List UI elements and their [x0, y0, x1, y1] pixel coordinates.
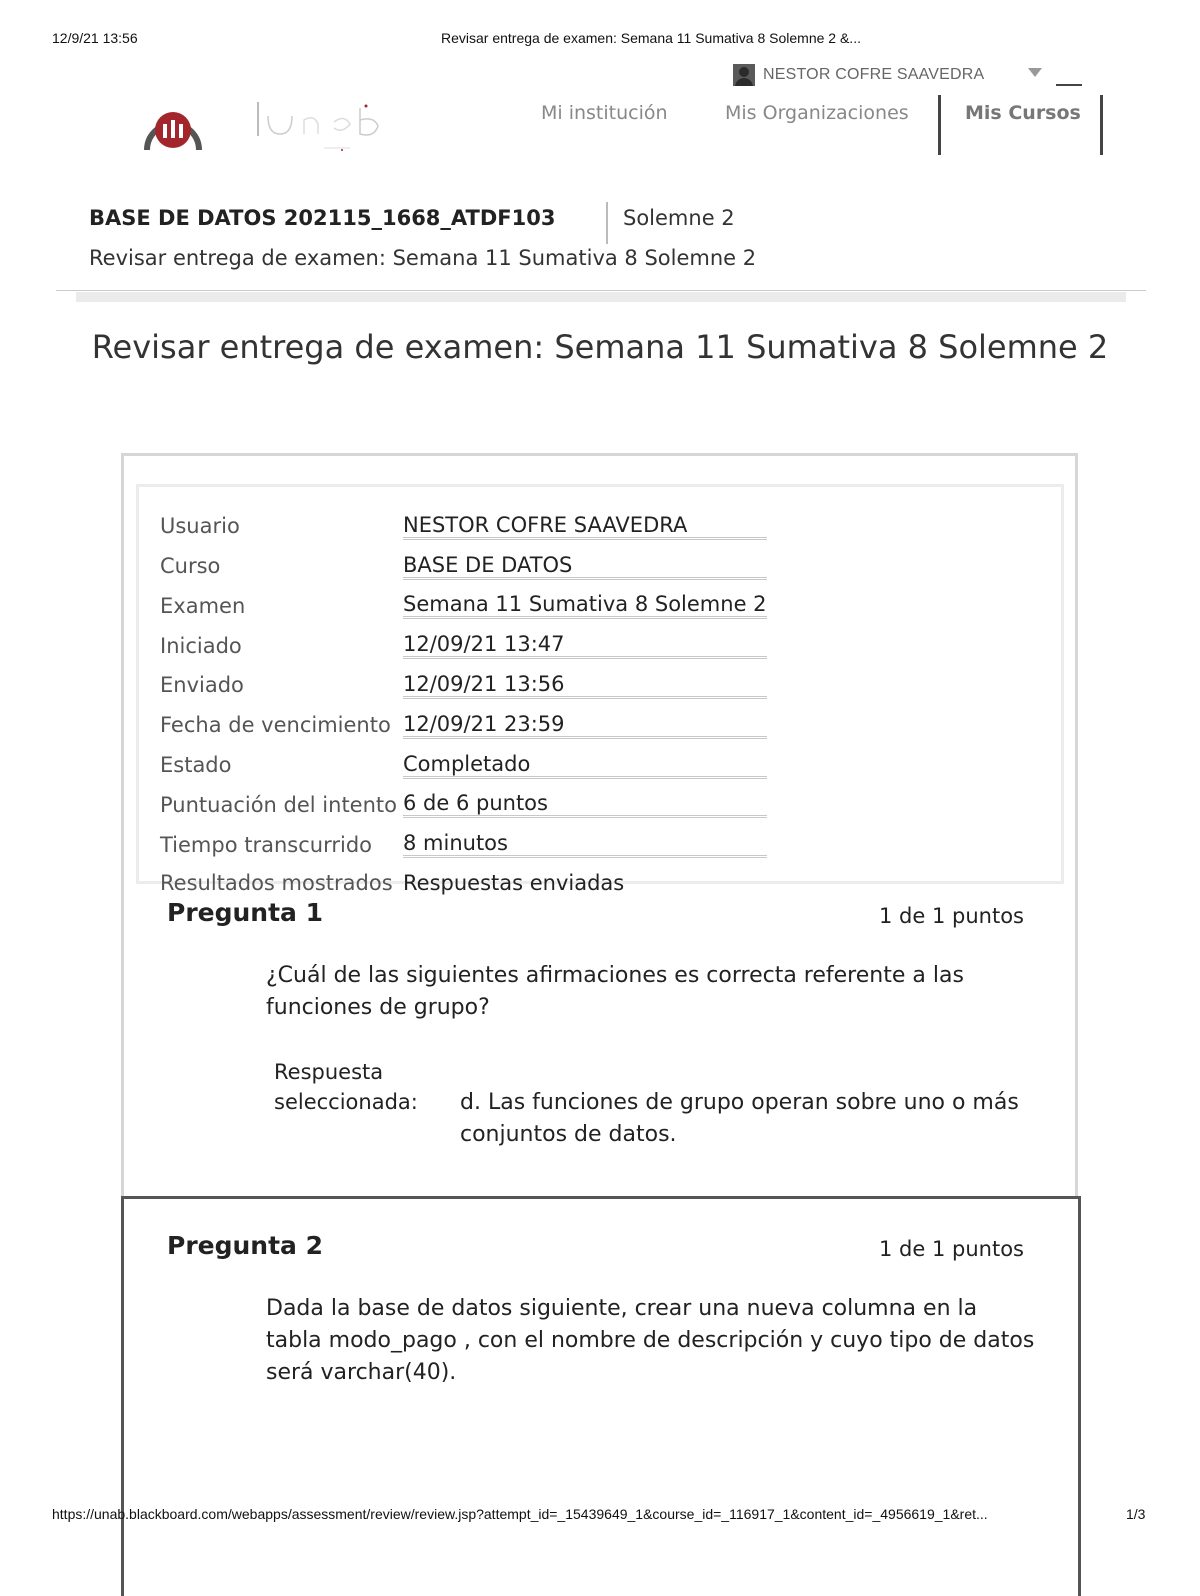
summary-label: Resultados mostrados [160, 870, 393, 895]
header-divider [56, 290, 1146, 291]
page-title: Revisar entrega de examen: Semana 11 Sumativa 8 Solemne 2 [91, 328, 1109, 366]
print-datetime: 12/9/21 13:56 [52, 30, 138, 46]
breadcrumb-folder[interactable]: Solemne 2 [623, 206, 735, 230]
summary-value: 12/09/21 13:56 [403, 658, 767, 698]
summary-value: 6 de 6 puntos [403, 777, 767, 817]
summary-label: Examen [160, 593, 246, 618]
nav-mis-organizaciones[interactable]: Mis Organizaciones [725, 102, 909, 124]
question-1-points: 1 de 1 puntos [879, 904, 1024, 928]
question-2-points: 1 de 1 puntos [879, 1237, 1024, 1261]
print-title: Revisar entrega de examen: Semana 11 Sumativa 8 Solemne 2 &... [441, 30, 861, 46]
print-footer-url: https://unab.blackboard.com/webapps/assessment/review/review.jsp?attempt_id=_15439649_1&course_id=_116917_1&content_id=_4956619_1&ret... [52, 1506, 988, 1522]
question-1-title: Pregunta 1 [167, 898, 324, 927]
nav-divider [1100, 95, 1103, 155]
summary-row [160, 500, 767, 538]
summary-row [160, 697, 767, 737]
summary-row [160, 777, 767, 817]
summary-label: Puntuación del intento [160, 792, 397, 817]
summary-row [160, 737, 767, 777]
print-footer-page-number: 1/3 [1126, 1506, 1146, 1522]
summary-value: 12/09/21 23:59 [403, 697, 767, 737]
breadcrumb-course[interactable]: BASE DE DATOS 202115_1668_ATDF103 [89, 206, 556, 230]
breadcrumb-current-page: Revisar entrega de examen: Semana 11 Sumativa 8 Solemne 2 [89, 246, 757, 270]
summary-value: 8 minutos [403, 817, 767, 857]
nav-divider [938, 95, 941, 155]
summary-label: Iniciado [160, 633, 242, 658]
summary-value: Completado [403, 737, 767, 777]
summary-row [160, 658, 767, 698]
question-1-answer-label: Respuesta seleccionada: [274, 1060, 418, 1114]
summary-label: Estado [160, 753, 232, 778]
summary-row [160, 578, 767, 618]
university-seal-logo[interactable] [143, 100, 203, 156]
header-bar [76, 292, 1126, 302]
summary-row [160, 538, 767, 578]
question-1-text: ¿Cuál de las siguientes afirmaciones es correcta referente a las funciones de grupo? [266, 963, 964, 1020]
summary-value: BASE DE DATOS [403, 538, 767, 578]
university-wordmark-logo [254, 98, 394, 153]
summary-label: Tiempo transcurrido [160, 832, 372, 857]
nav-mis-cursos[interactable]: Mis Cursos [965, 102, 1081, 124]
summary-value: NESTOR COFRE SAAVEDRA [403, 500, 767, 538]
summary-label: Fecha de vencimiento [160, 713, 391, 738]
summary-label: Usuario [160, 514, 240, 539]
question-1-selected-answer: d. Las funciones de grupo operan sobre uno o más conjuntos de datos. [460, 1090, 1019, 1147]
user-name: NESTOR COFRE SAAVEDRA [763, 66, 985, 83]
user-menu[interactable] [733, 62, 984, 88]
summary-row [160, 618, 767, 658]
summary-label: Curso [160, 554, 221, 579]
summary-row [160, 817, 767, 857]
chevron-down-icon[interactable] [1028, 68, 1042, 77]
breadcrumb-divider [606, 202, 608, 244]
summary-value: Semana 11 Sumativa 8 Solemne 2 [403, 578, 767, 618]
summary-row [160, 857, 767, 895]
user-avatar-icon [733, 64, 755, 86]
nav-mi-institucion[interactable]: Mi institución [541, 102, 668, 124]
attempt-summary-table [160, 500, 767, 895]
summary-value: 12/09/21 13:47 [403, 618, 767, 658]
summary-label: Enviado [160, 673, 244, 698]
user-menu-underline [1056, 84, 1082, 86]
question-2-text: Dada la base de datos siguiente, crear una nueva columna en la tabla modo_pago , con el nombre de descripción y cuyo tipo de datos será varchar(40). [266, 1296, 1035, 1385]
question-2-title: Pregunta 2 [167, 1231, 324, 1260]
summary-value: Respuestas enviadas [403, 870, 625, 895]
